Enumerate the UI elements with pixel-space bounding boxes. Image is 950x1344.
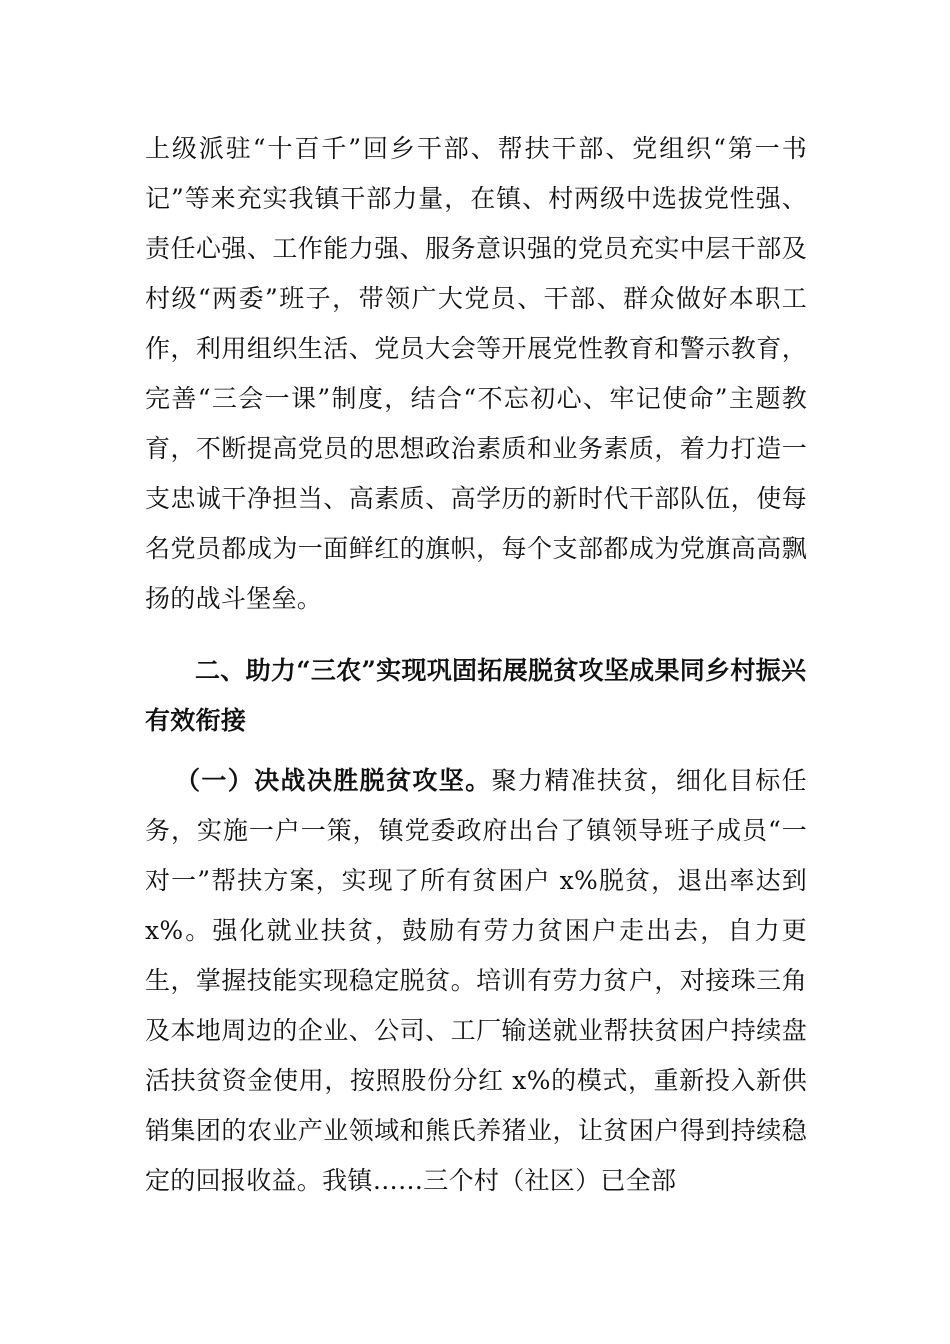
section-heading: 二、助力“三农”实现巩固拓展脱贫攻坚成果同乡村振兴有效衔接 <box>145 656 807 735</box>
body-paragraph: 上级派驻“十百千”回乡干部、帮扶干部、党组织“第一书记”等来充实我镇干部力量，在镇、村两级中选拔党性强、责任心强、工作能力强、服务意识强的党员充实中层干部及村级“两委”班子，带领广大党员、干部、群众做好本职工作，利用组织生活、党员大会等开展党性教育和警示教育，完善“三会一课”制度，结合“不忘初心、牢记使命”主题教育，不断提高党员的思想政治素质和业务素质，着力打造一支忠诚干净担当、高素质、高学历的新时代干部队伍，使每名党员都成为一面鲜红的旗帜，每个支部都成为党旗高高飘扬的战斗堡垒。 <box>145 134 807 613</box>
document-page <box>145 124 807 1206</box>
body-paragraph <box>145 756 807 1206</box>
subsection-lead: （一）决战决胜脱贫攻坚。 <box>175 766 492 795</box>
subsection-body: 聚力精准扶贫，细化目标任务，实施一户一策，镇党委政府出台了镇领导班子成员“一对一”帮扶方案，实现了所有贫困户 x%脱贫，退出率达到 x%。强化就业扶贫，鼓励有劳力贫困户走出去，自力更生，掌握技能实现稳定脱贫。培训有劳力贫户，对接珠三角及本地周边的企业、公司、工厂输送就业帮扶贫困户持续盘活扶贫资金使用，按照股份分红 x%的模式，重新投入新供销集团的农业产业领域和熊氏养猪业，让贫困户得到持续稳定的回报收益。我镇……三个村（社区）已全部 <box>145 766 807 1195</box>
